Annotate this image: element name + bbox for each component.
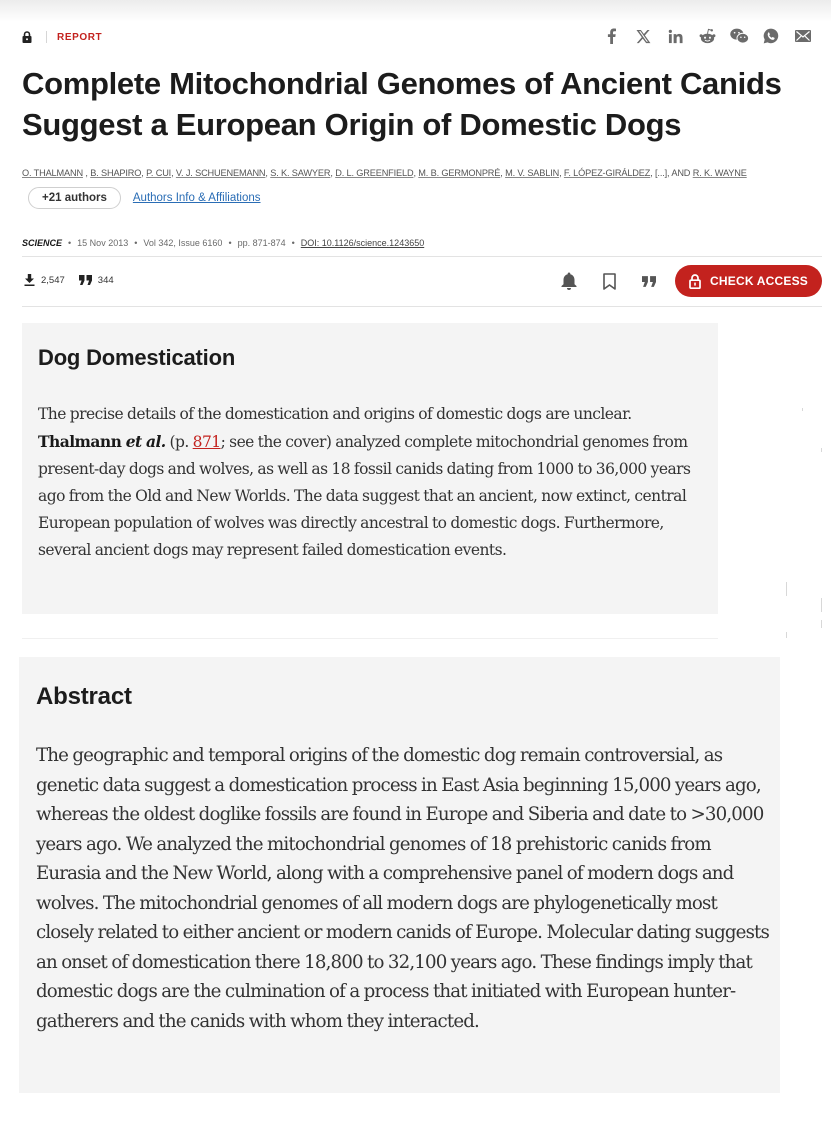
reddit-icon[interactable] [691, 25, 723, 47]
more-authors-button[interactable]: +21 authors [28, 187, 121, 209]
author-link[interactable]: D. L. GREENFIELD [335, 168, 414, 178]
scroll-artifact [786, 582, 787, 596]
scroll-artifact [786, 632, 787, 638]
divider [22, 256, 822, 257]
download-count: 2,547 [41, 274, 65, 286]
page-link[interactable]: 871 [192, 433, 221, 451]
article-title: Complete Mitochondrial Genomes of Ancient Canids Suggest a European Origin of Domestic Dogs [22, 66, 782, 142]
linkedin-icon[interactable] [659, 25, 691, 47]
divider [46, 31, 47, 43]
unlock-icon [689, 274, 701, 289]
scroll-artifact [802, 408, 803, 411]
pages: pp. 871-874 [237, 238, 286, 248]
citation-icon [79, 275, 92, 285]
abstract-section [19, 657, 780, 1093]
author-link[interactable]: S. K. SAWYER [270, 168, 331, 178]
bookmark-icon[interactable] [589, 265, 629, 297]
summary-text-start: The precise details of the domestication and origins of domestic dogs are unclear. [38, 405, 632, 423]
author-link[interactable]: V. J. SCHUENEMANN [175, 168, 266, 178]
volume-issue[interactable]: Vol 342, Issue 6160 [143, 238, 223, 248]
author-link[interactable]: M. V. SABLIN [505, 168, 560, 178]
summary-text-end: ; see the cover) analyzed complete mitochondrial genomes from present-day dogs and wolves, as well as 18 fossil canids dating from 1000 to 36,000 years ago from the Old and New Worlds. The data suggest that an ancient, now extinct, central European population of wolves was directly ancestral to domestic dogs. Furthermore, several ancient dogs may represent failed domestication events. [38, 433, 691, 559]
download-icon [24, 274, 35, 286]
bell-icon[interactable] [549, 265, 589, 297]
publication-info: SCIENCE • 15 Nov 2013 • Vol 342, Issue 6160 • pp. 871-874 • DOI: 10.1126/science.1243650 [22, 238, 425, 248]
editor-summary-text [38, 401, 708, 564]
summary-etal: et al. [125, 432, 166, 451]
abstract-text: The geographic and temporal origins of the domestic dog remain controversial, as genetic data suggest a domestication process in East Asia beginning 15,000 years ago, whereas the oldest doglike fossils are found in Europe and Siberia and date to >30,000 years ago. We analyzed the mitochondrial genomes of 18 prehistoric canids from Eurasia and the New World, along with a comprehensive panel of modern dogs and wolves. The mitochondrial genomes of all modern dogs are phylogenetically most closely related to either ancient or modern canids of Europe. Molecular dating suggests an onset of domestication there 18,800 to 32,100 years ago. These findings imply that domestic dogs are the culmination of a process that initiated with European hunter-gatherers and the canids with whom they interacted. [36, 745, 769, 1032]
author-list: O. THALMANN , B. SHAPIRO, P. CUI, V. J. SCHUENEMANN, S. K. SAWYER, D. L. GREENFIELD, M. B. GERMONPRÉ, M. V. SABLIN, F. LÓPEZ-GIRÁLDEZ, [...], AND R. K. WAYNE [22, 168, 747, 178]
top-bar-shadow [0, 0, 831, 22]
divider [22, 306, 822, 307]
affiliations-link[interactable]: Authors Info & Affiliations [132, 192, 261, 204]
x-icon[interactable] [627, 25, 659, 47]
citation-count: 344 [97, 274, 114, 286]
article-actions [549, 265, 822, 297]
doi-link[interactable]: DOI: 10.1126/science.1243650 [300, 238, 425, 248]
summary-page-prefix: (p. [169, 433, 189, 451]
email-icon[interactable] [787, 25, 819, 47]
scroll-artifact [821, 598, 822, 612]
authors-ellipsis[interactable]: [...] [655, 168, 668, 178]
article-meta-top [22, 29, 102, 45]
share-bar [595, 25, 819, 47]
scroll-artifact [821, 448, 822, 452]
authors-controls [28, 187, 261, 209]
wechat-icon[interactable] [723, 25, 755, 47]
abstract-heading: Abstract [36, 683, 132, 710]
author-link[interactable]: R. K. WAYNE [692, 168, 747, 178]
author-link[interactable]: P. CUI [146, 168, 172, 178]
whatsapp-icon[interactable] [755, 25, 787, 47]
journal-name[interactable]: SCIENCE [22, 238, 63, 248]
check-access-button[interactable] [675, 265, 822, 297]
author-link[interactable]: M. B. GERMONPRÉ [418, 168, 501, 178]
pub-date: 15 Nov 2013 [77, 238, 129, 248]
authors-and: AND [671, 168, 691, 178]
scroll-artifact [821, 620, 822, 628]
facebook-icon[interactable] [595, 25, 627, 47]
author-link[interactable]: F. LÓPEZ-GIRÁLDEZ [563, 168, 651, 178]
check-access-label: CHECK ACCESS [710, 274, 808, 288]
divider [22, 638, 718, 639]
article-metrics [24, 274, 128, 286]
editor-summary-heading: Dog Domestication [38, 345, 236, 370]
article-type-label: REPORT [57, 31, 103, 43]
author-link[interactable]: O. THALMANN [22, 168, 83, 178]
lock-icon [22, 30, 34, 44]
editor-summary [22, 323, 718, 614]
quote-icon[interactable] [629, 265, 669, 297]
author-link[interactable]: B. SHAPIRO [90, 168, 142, 178]
summary-author: Thalmann [38, 432, 122, 451]
